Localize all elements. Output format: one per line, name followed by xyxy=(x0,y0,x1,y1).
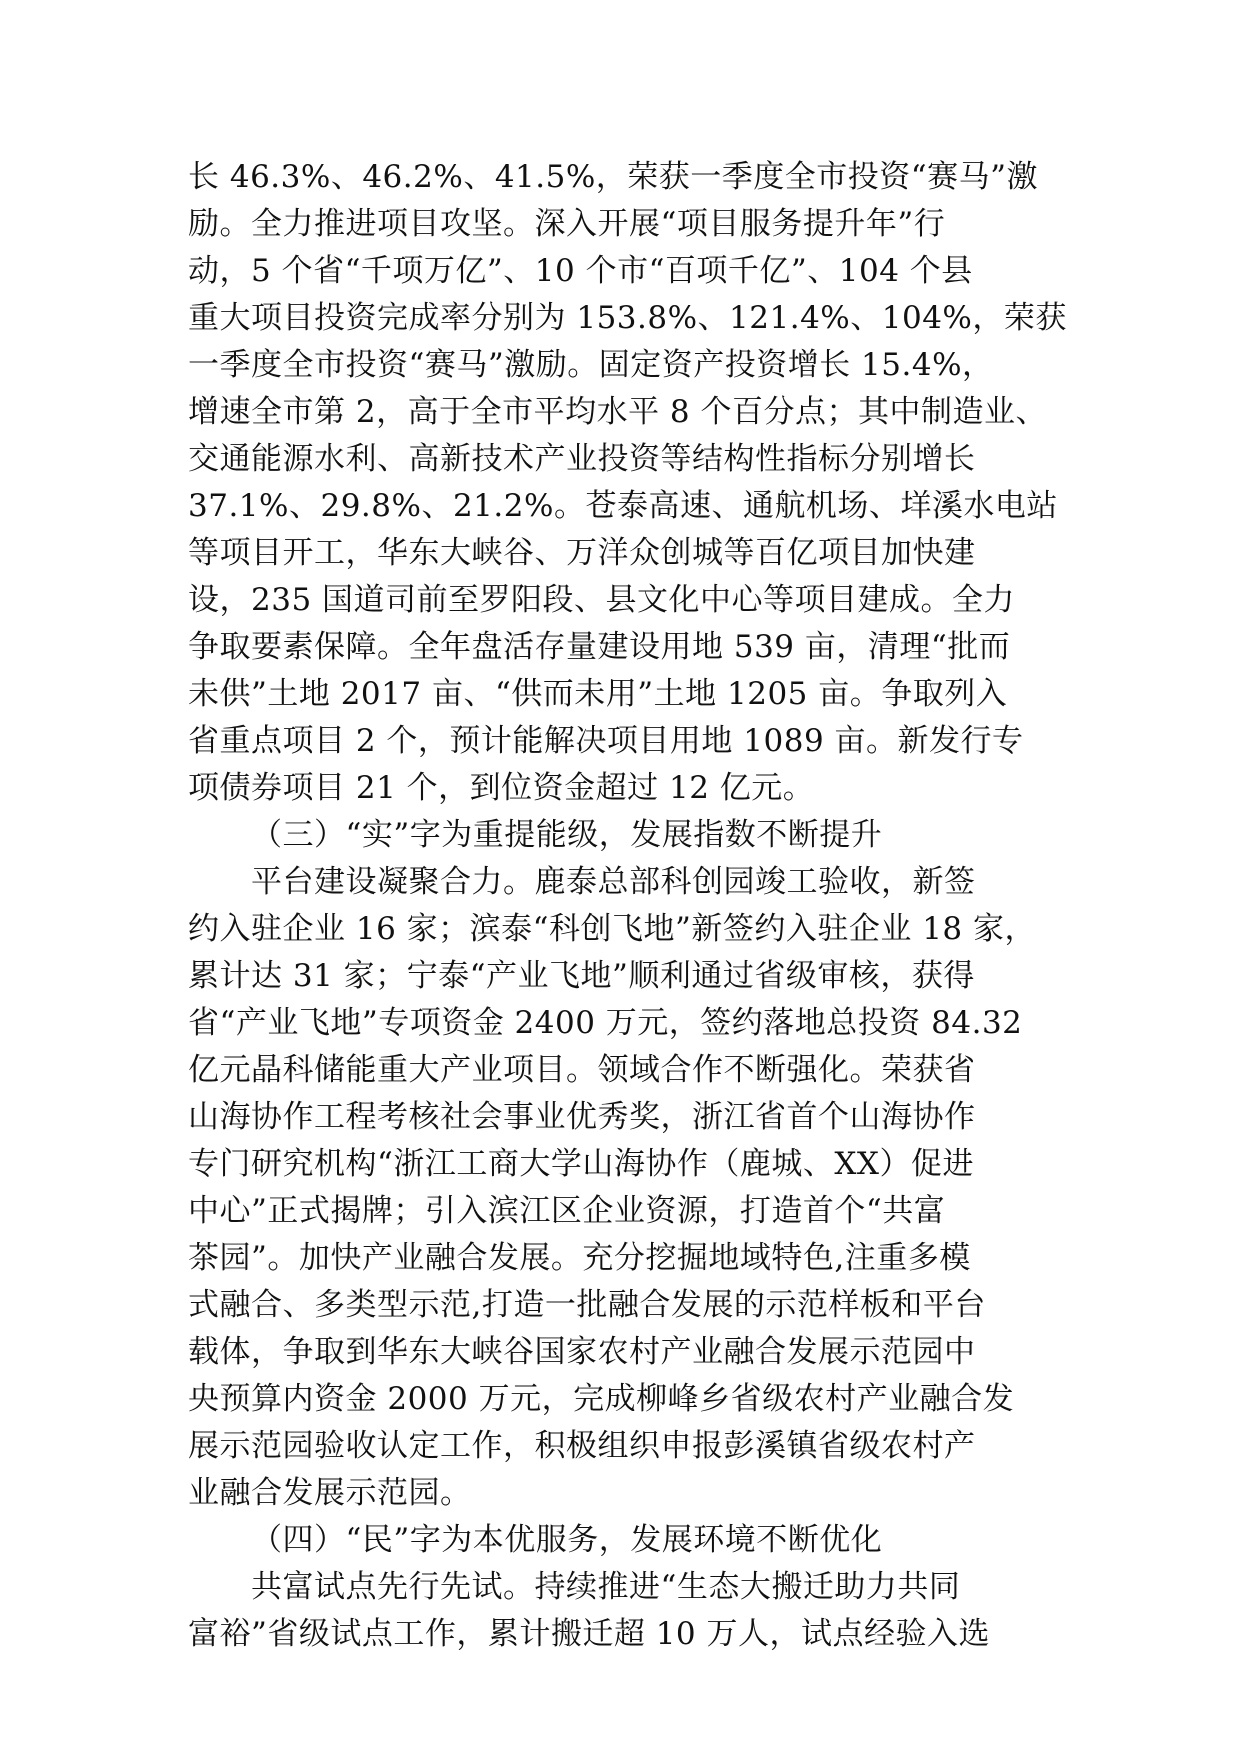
paragraph-line: 载体，争取到华东大峡谷国家农村产业融合发展示范园中 xyxy=(188,1334,976,1370)
paragraph-line: 争取要素保障。全年盘活存量建设用地 539 亩，清理“批而 xyxy=(188,629,1011,665)
paragraph-line: 富裕”省级试点工作，累计搬迁超 10 万人，试点经验入选 xyxy=(188,1616,990,1652)
paragraph-line: 式融合、多类型示范,打造一批融合发展的示范样板和平台 xyxy=(188,1287,986,1323)
paragraph-line: 长 46.3%、46.2%、41.5%，荣获一季度全市投资“赛马”激 xyxy=(188,159,1038,195)
paragraph-line: 未供”土地 2017 亩、“供而未用”土地 1205 亩。争取列入 xyxy=(188,676,1008,712)
paragraph-line: 展示范园验收认定工作，积极组织申报彭溪镇省级农村产 xyxy=(188,1428,976,1464)
paragraph-line: 重大项目投资完成率分别为 153.8%、121.4%、104%，荣获 xyxy=(188,300,1067,336)
paragraph-line: 一季度全市投资“赛马”激励。固定资产投资增长 15.4%， xyxy=(188,347,994,383)
section-heading: （三）“实”字为重提能级，发展指数不断提升 xyxy=(251,817,883,853)
paragraph-line: 央预算内资金 2000 万元，完成柳峰乡省级农村产业融合发 xyxy=(188,1381,1015,1417)
paragraph-line: 交通能源水利、高新技术产业投资等结构性指标分别增长 xyxy=(188,441,976,477)
paragraph-line: 项债券项目 21 个，到位资金超过 12 亿元。 xyxy=(188,770,815,806)
paragraph-line: 省“产业飞地”专项资金 2400 万元，签约落地总投资 84.32 xyxy=(188,1005,1023,1041)
paragraph-line: 业融合发展示范园。 xyxy=(188,1475,472,1511)
paragraph-line: 亿元晶科储能重大产业项目。领域合作不断强化。荣获省 xyxy=(188,1052,976,1088)
paragraph-line: 茶园”。加快产业融合发展。充分挖掘地域特色,注重多模 xyxy=(188,1240,971,1276)
paragraph-line: 增速全市第 2，高于全市平均水平 8 个百分点；其中制造业、 xyxy=(188,394,1048,430)
document-body-text xyxy=(188,154,1068,1658)
section-heading: （四）“民”字为本优服务，发展环境不断优化 xyxy=(251,1522,883,1558)
paragraph-line: 37.1%、29.8%、21.2%。苍泰高速、通航机场、垟溪水电站 xyxy=(188,488,1058,524)
paragraph-line: 约入驻企业 16 家；滨泰“科创飞地”新签约入驻企业 18 家， xyxy=(188,911,1037,947)
paragraph-line: 省重点项目 2 个，预计能解决项目用地 1089 亩。新发行专 xyxy=(188,723,1024,759)
paragraph-line: 山海协作工程考核社会事业优秀奖，浙江省首个山海协作 xyxy=(188,1099,976,1135)
paragraph-line: 动，5 个省“千项万亿”、10 个市“百项千亿”、104 个县 xyxy=(188,253,973,289)
paragraph-first-line: 平台建设凝聚合力。鹿泰总部科创园竣工验收，新签 xyxy=(251,864,976,900)
paragraph-line: 累计达 31 家；宁泰“产业飞地”顺利通过省级审核，获得 xyxy=(188,958,975,994)
paragraph-line: 励。全力推进项目攻坚。深入开展“项目服务提升年”行 xyxy=(188,206,946,242)
paragraph-first-line: 共富试点先行先试。持续推进“生态大搬迁助力共同 xyxy=(251,1569,961,1605)
paragraph-line: 专门研究机构“浙江工商大学山海协作（鹿城、XX）促进 xyxy=(188,1146,974,1182)
paragraph-line: 中心”正式揭牌；引入滨江区企业资源，打造首个“共富 xyxy=(188,1193,946,1229)
paragraph-line: 等项目开工，华东大峡谷、万洋众创城等百亿项目加快建 xyxy=(188,535,976,571)
paragraph-line: 设，235 国道司前至罗阳段、县文化中心等项目建成。全力 xyxy=(188,582,1016,618)
